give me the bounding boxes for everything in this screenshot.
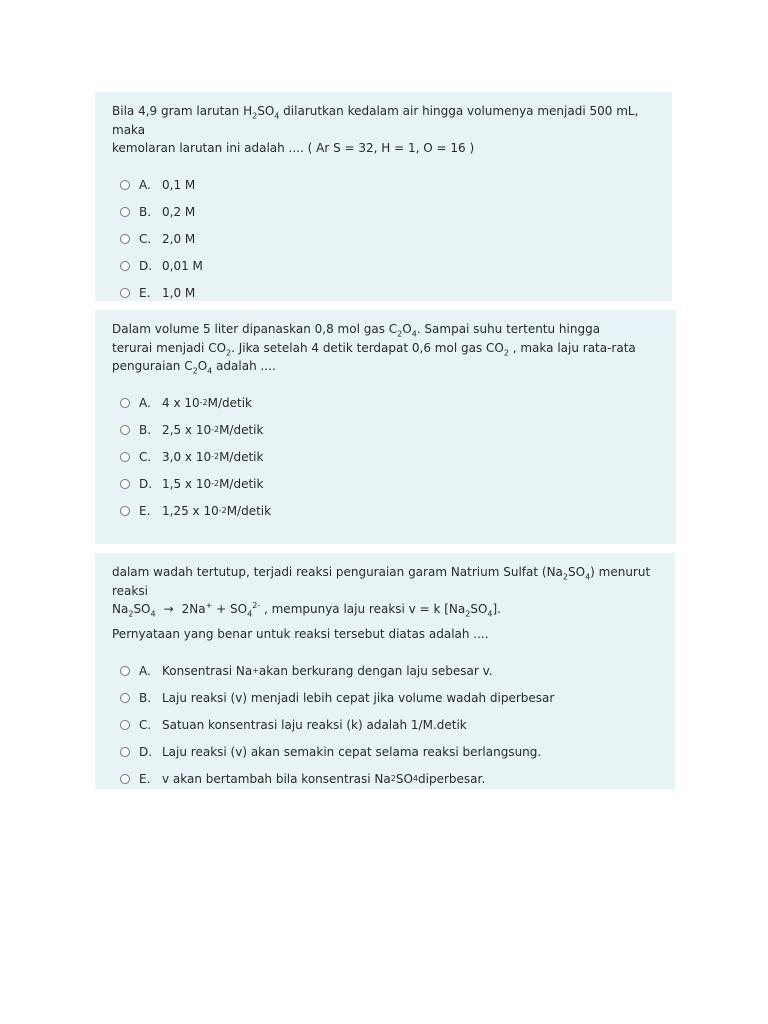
question-3 — [95, 553, 675, 789]
question-1-options — [112, 172, 656, 307]
option-c[interactable]: C. 3,0 x 10 -2 M/detik — [112, 444, 660, 471]
radio-button[interactable] — [120, 288, 130, 298]
radio-button[interactable] — [120, 506, 130, 516]
radio-button[interactable] — [120, 452, 130, 462]
option-a[interactable]: A. 0,1 M — [112, 172, 656, 199]
option-e[interactable]: E. 1,25 x 10 -2 M/detik — [112, 498, 660, 525]
question-3-options — [112, 657, 659, 792]
option-d[interactable]: D. 0,01 M — [112, 253, 656, 280]
option-b[interactable]: B. 0,2 M — [112, 199, 656, 226]
option-d[interactable]: D. Laju reaksi (v) akan semakin cepat selama reaksi berlangsung. — [112, 738, 659, 765]
radio-button[interactable] — [120, 720, 130, 730]
option-b[interactable]: B. Laju reaksi (v) menjadi lebih cepat jika volume wadah diperbesar — [112, 684, 659, 711]
radio-button[interactable] — [120, 425, 130, 435]
option-e[interactable]: E. v akan bertambah bila konsentrasi Na 2 SO 4 diperbesar. — [112, 765, 659, 792]
radio-button[interactable] — [120, 180, 130, 190]
radio-button[interactable] — [120, 693, 130, 703]
question-1 — [95, 92, 672, 301]
radio-button[interactable] — [120, 398, 130, 408]
option-c[interactable]: C. Satuan konsentrasi laju reaksi (k) adalah 1/M.detik — [112, 711, 659, 738]
reaction-arrow: → — [163, 602, 174, 616]
radio-button[interactable] — [120, 234, 130, 244]
radio-button[interactable] — [120, 207, 130, 217]
option-d[interactable]: D. 1,5 x 10 -2 M/detik — [112, 471, 660, 498]
radio-button[interactable] — [120, 774, 130, 784]
question-2-text: Dalam volume 5 liter dipanaskan 0,8 mol gas $C_2O_4$. Sampai suhu tertentu hingga terurai menjadi $CO_2$. Jika setelah 4 detik terdapat 0,6 mol gas $CO_2$ , maka laju rata-rata penguraian $C_2O_4$ adalah .... — [112, 322, 636, 376]
radio-button[interactable] — [120, 261, 130, 271]
option-b[interactable]: B. 2,5 x 10 -2 M/detik — [112, 417, 660, 444]
question-3-text: dalam wadah tertutup, terjadi reaksi penguraian garam Natrium Sulfat $(Na_2SO_4)$ menurut reaksi $Na_2SO_4 \to 2Na^+ + SO_4^{2-}$ , mempunya laju reaksi v = k $[Na_2SO_4]$. Pernyataan yang benar untuk reaksi tersebut diatas adalah .... — [112, 565, 651, 641]
question-2-options — [112, 390, 660, 525]
radio-button[interactable] — [120, 479, 130, 489]
question-1-text: Bila 4,9 gram larutan $H_2SO_4$ dilarutkan kedalam air hingga volumenya menjadi 500 mL, maka kemolaran larutan ini adalah .... ( Ar S = 32, H = 1, O = 16 ) — [112, 104, 639, 155]
option-c[interactable]: C. 2,0 M — [112, 226, 656, 253]
radio-button[interactable] — [120, 666, 130, 676]
question-2 — [95, 310, 676, 544]
radio-button[interactable] — [120, 747, 130, 757]
option-e[interactable]: E. 1,0 M — [112, 280, 656, 307]
option-a[interactable]: A. 4 x 10 -2 M/detik — [112, 390, 660, 417]
option-a[interactable]: A. Konsentrasi Na + akan berkurang dengan laju sebesar v. — [112, 657, 659, 684]
